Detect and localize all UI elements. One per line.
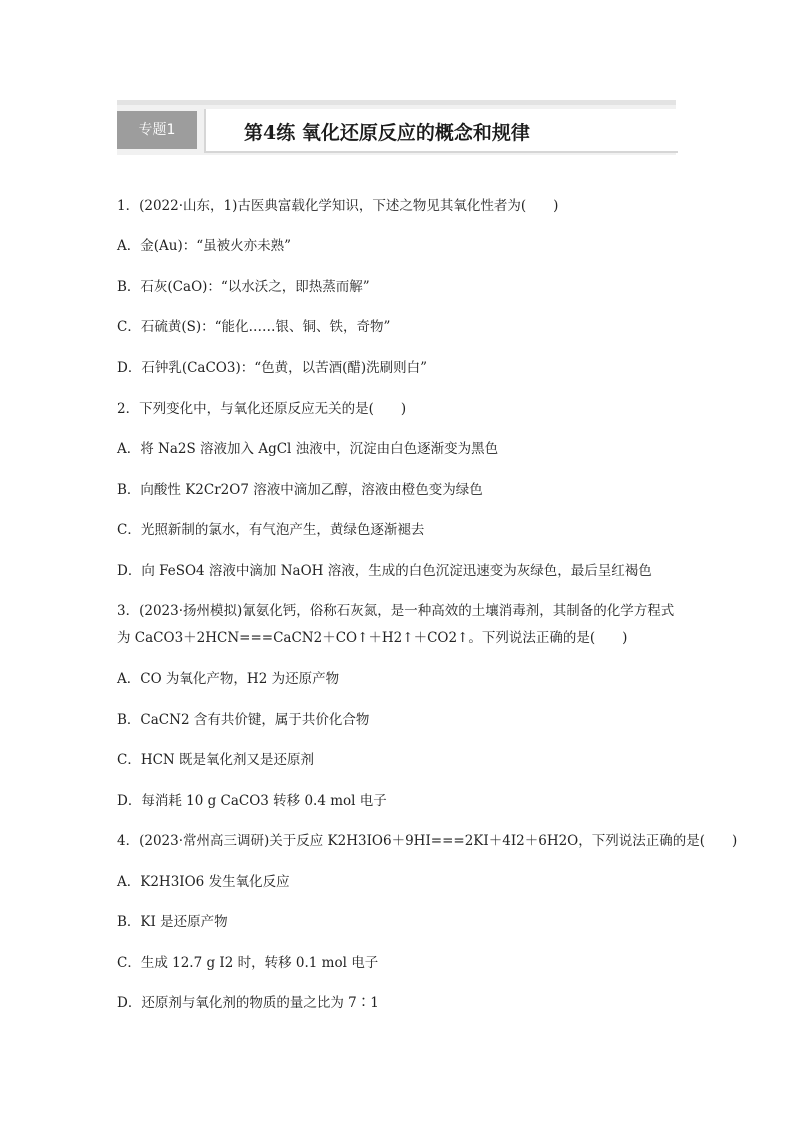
- header-top-line: [117, 100, 676, 105]
- question-4-option-a: A．K2H3IO6 发生氧化反应: [117, 874, 290, 890]
- question-1-option-d: D．石钟乳(CaCO3)：“色黄，以苦酒(醋)洗刷则白”: [117, 360, 428, 376]
- question-2-stem: 2．下列变化中，与氧化还原反应无关的是( ): [117, 401, 407, 417]
- question-2-option-d: D．向 FeSO4 溶液中滴加 NaOH 溶液，生成的白色沉淀迅速变为灰绿色，最后呈红褐色: [117, 563, 652, 579]
- question-2-option-b: B．向酸性 K2Cr2O7 溶液中滴加乙醇，溶液由橙色变为绿色: [117, 482, 483, 498]
- question-1-option-a: A．金(Au)：“虽被火亦未熟”: [117, 238, 292, 254]
- question-4-option-b: B．KI 是还原产物: [117, 914, 228, 930]
- question-3-option-d: D．每消耗 10 g CaCO3 转移 0.4 mol 电子: [117, 793, 387, 809]
- question-2-option-c: C．光照新制的氯水，有气泡产生，黄绿色逐渐褪去: [117, 522, 425, 538]
- topic-tab: 专题1: [117, 111, 197, 149]
- question-3-stem-line-2: 为 CaCO3＋2HCN===CaCN2＋CO↑＋H2↑＋CO2↑。下列说法正确的是( ): [117, 630, 628, 646]
- question-3-option-a: A．CO 为氧化产物，H2 为还原产物: [117, 671, 340, 687]
- question-1-option-b: B．石灰(CaO)：“以水沃之，即热蒸而解”: [117, 279, 370, 295]
- question-1-stem: 1．(2022·山东，1)古医典富载化学知识，下述之物见其氧化性者为( ): [117, 198, 559, 214]
- question-3-stem-line-1: 3．(2023·扬州模拟)氰氨化钙，俗称石灰氮，是一种高效的土壤消毒剂，其制备的化学方程式: [117, 603, 675, 619]
- question-1-option-c: C．石硫黄(S)：“能化……银、铜、铁，奇物”: [117, 319, 391, 335]
- question-4-stem: 4．(2023·常州高三调研)关于反应 K2H3IO6＋9HI===2KI＋4I2＋6H2O，下列说法正确的是( ): [117, 833, 738, 849]
- page-title: 第4练 氧化还原反应的概念和规律: [244, 122, 530, 144]
- question-3-option-b: B．CaCN2 含有共价键，属于共价化合物: [117, 712, 370, 728]
- question-3-option-c: C．HCN 既是氧化剂又是还原剂: [117, 752, 315, 768]
- question-4-option-d: D．还原剂与氧化剂的物质的量之比为 7∶1: [117, 995, 379, 1011]
- question-4-option-c: C．生成 12.7 g I2 时，转移 0.1 mol 电子: [117, 955, 379, 971]
- question-2-option-a: A．将 Na2S 溶液加入 AgCl 浊液中，沉淀由白色逐渐变为黑色: [117, 441, 499, 457]
